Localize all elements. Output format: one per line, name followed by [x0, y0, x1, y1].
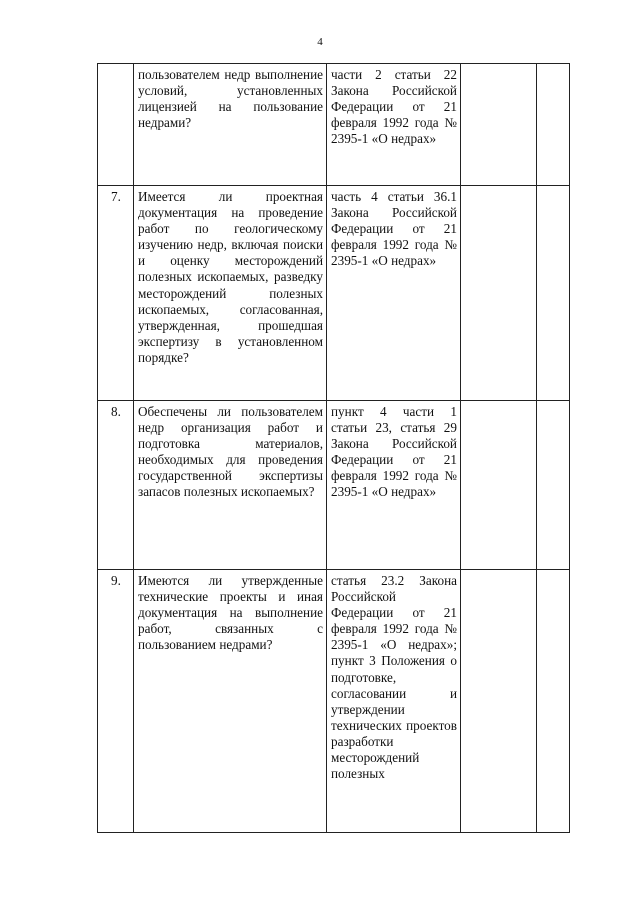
answer-cell [461, 64, 537, 186]
row-number [98, 64, 134, 186]
question-cell: Обеспечены ли пользователем недр организация работ и подготовка материалов, необходимых для проведения государственной экспертизы запасов полезных ископаемых? [134, 401, 327, 570]
legal-basis-cell: пункт 4 части 1 статьи 23, статья 29 Закона Российской Федерации от 21 февраля 1992 года № 2395-1 «О недрах» [327, 401, 461, 570]
table-row [98, 64, 570, 186]
note-cell [537, 186, 570, 401]
note-cell [537, 401, 570, 570]
answer-cell [461, 570, 537, 833]
checklist-table [97, 63, 570, 833]
table-row [98, 186, 570, 401]
legal-basis-cell: части 2 статьи 22 Закона Российской Федерации от 21 февраля 1992 года № 2395-1 «О недрах» [327, 64, 461, 186]
answer-cell [461, 401, 537, 570]
row-number: 9. [98, 570, 134, 833]
table-row [98, 401, 570, 570]
legal-basis-cell: часть 4 статьи 36.1 Закона Российской Федерации от 21 февраля 1992 года № 2395-1 «О недрах» [327, 186, 461, 401]
legal-basis-cell: статья 23.2 Закона Российской Федерации от 21 февраля 1992 года № 2395-1 «О недрах»; пункт 3 Положения о подготовке, согласовании и утверждении технических проектов разработки месторождений полезных [327, 570, 461, 833]
note-cell [537, 64, 570, 186]
table-row [98, 570, 570, 833]
row-number: 7. [98, 186, 134, 401]
page-number: 4 [317, 36, 323, 48]
question-cell: пользователем недр выполнение условий, установленных лицензией на пользование недрами? [134, 64, 327, 186]
question-cell: Имеются ли утвержденные технические проекты и иная документация на выполнение работ, связанных с пользованием недрами? [134, 570, 327, 833]
question-cell: Имеется ли проектная документация на проведение работ по геологическому изучению недр, включая поиски и оценку месторождений полезных ископаемых, разведку месторождений полезных ископаемых, согласованная, утвержденная, прошедшая экспертизу в установленном порядке? [134, 186, 327, 401]
note-cell [537, 570, 570, 833]
answer-cell [461, 186, 537, 401]
row-number: 8. [98, 401, 134, 570]
